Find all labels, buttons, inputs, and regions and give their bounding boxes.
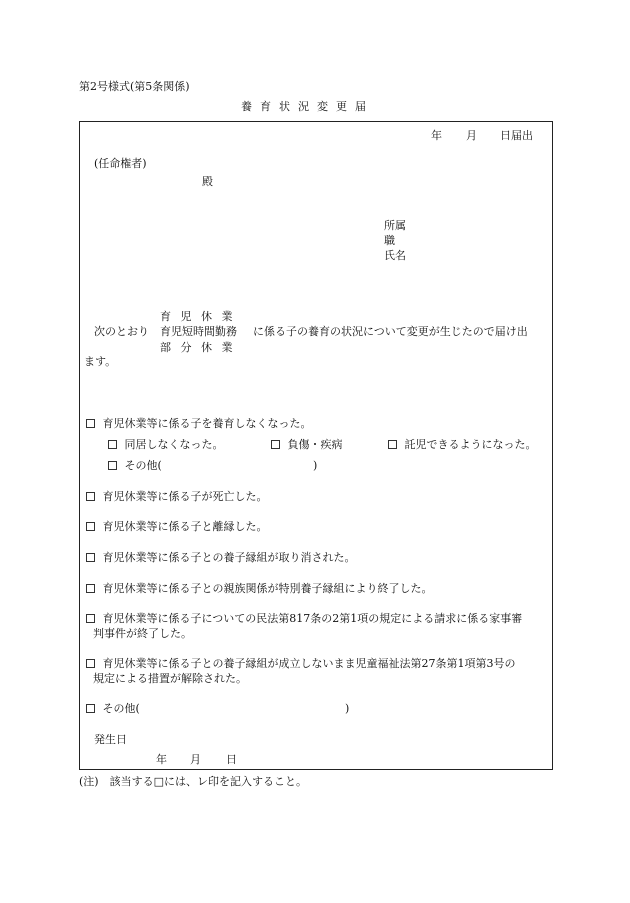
sub-item-other-close: ) xyxy=(313,459,318,472)
item-welfare xyxy=(86,657,516,671)
appointer-label: (任命権者) xyxy=(94,157,147,170)
position-label: 職 xyxy=(384,234,395,247)
sub-item-other xyxy=(108,459,162,473)
item-label: 育児休業等に係る子との養子縁組が成立しないまま児童福祉法第27条第1項第3号の xyxy=(102,657,516,670)
item-label: 育児休業等に係る子との養子縁組が取り消された。 xyxy=(102,551,356,564)
intro-option-childcare-leave: 育 児 休 業 xyxy=(160,310,236,323)
item-civil-code xyxy=(86,612,522,626)
item-label: 託児できるようになった。 xyxy=(404,438,537,451)
item-divorce xyxy=(86,520,268,534)
item-special-adoption xyxy=(86,582,433,596)
item-adoption-cancel xyxy=(86,551,356,565)
date-month-label: 月 xyxy=(466,129,477,142)
checkbox[interactable] xyxy=(86,584,95,593)
item-label: 育児休業等に係る子についての民法第817条の2第1項の規定による請求に係る家事審 xyxy=(102,612,523,625)
checkbox[interactable] xyxy=(86,659,95,668)
occurrence-label: 発生日 xyxy=(94,733,127,746)
item-label: その他( xyxy=(102,702,140,715)
sub-item-childcare xyxy=(388,438,537,452)
item-label: 育児休業等に係る子が死亡した。 xyxy=(102,490,268,503)
sub-item-separated xyxy=(108,438,224,452)
date-submitted-label: 日届出 xyxy=(500,129,533,142)
occurrence-month: 月 xyxy=(190,753,201,766)
item-label: 負傷・疾病 xyxy=(287,438,343,451)
checkbox[interactable] xyxy=(86,492,95,501)
item-label: 同居しなくなった。 xyxy=(124,438,224,451)
checkbox[interactable] xyxy=(86,522,95,531)
checkbox[interactable] xyxy=(86,614,95,623)
name-label: 氏名 xyxy=(384,249,406,262)
checkbox[interactable] xyxy=(108,461,117,470)
occurrence-day: 日 xyxy=(226,753,237,766)
form-title: 養育状況変更届 xyxy=(241,100,374,113)
occurrence-year: 年 xyxy=(156,753,167,766)
intro-tail: ます。 xyxy=(84,355,117,368)
item-not-raising xyxy=(86,417,312,431)
checkbox[interactable] xyxy=(86,419,95,428)
sub-item-injury xyxy=(271,438,343,452)
item-label: 育児休業等に係る子と離縁した。 xyxy=(102,520,268,533)
intro-suffix: に係る子の養育の状況について変更が生じたので届け出 xyxy=(253,325,528,338)
checkbox[interactable] xyxy=(108,440,117,449)
item-label: その他( xyxy=(124,459,162,472)
item-label: 育児休業等に係る子との親族関係が特別養子縁組により終了した。 xyxy=(102,582,433,595)
item-welfare-cont: 規定による措置が解除された。 xyxy=(93,672,247,685)
item-other-close: ) xyxy=(345,702,350,715)
affiliation-label: 所属 xyxy=(384,219,406,232)
honorific-label: 殿 xyxy=(202,175,213,188)
intro-option-short-hours: 育児短時間勤務 xyxy=(160,325,237,338)
item-civil-code-cont: 判事件が終了した。 xyxy=(93,627,192,640)
date-year-label: 年 xyxy=(431,129,442,142)
item-other xyxy=(86,702,140,716)
intro-prefix: 次のとおり xyxy=(94,325,149,338)
checkbox[interactable] xyxy=(388,440,397,449)
form-label: 第2号様式(第5条関係) xyxy=(79,80,190,93)
checkbox[interactable] xyxy=(86,704,95,713)
item-label: 育児休業等に係る子を養育しなくなった。 xyxy=(102,417,312,430)
checkbox[interactable] xyxy=(86,553,95,562)
footnote: (注) 該当する□には、レ印を記入すること。 xyxy=(79,775,307,788)
checkbox[interactable] xyxy=(271,440,280,449)
item-died xyxy=(86,490,268,504)
intro-option-partial-leave: 部 分 休 業 xyxy=(160,341,236,354)
